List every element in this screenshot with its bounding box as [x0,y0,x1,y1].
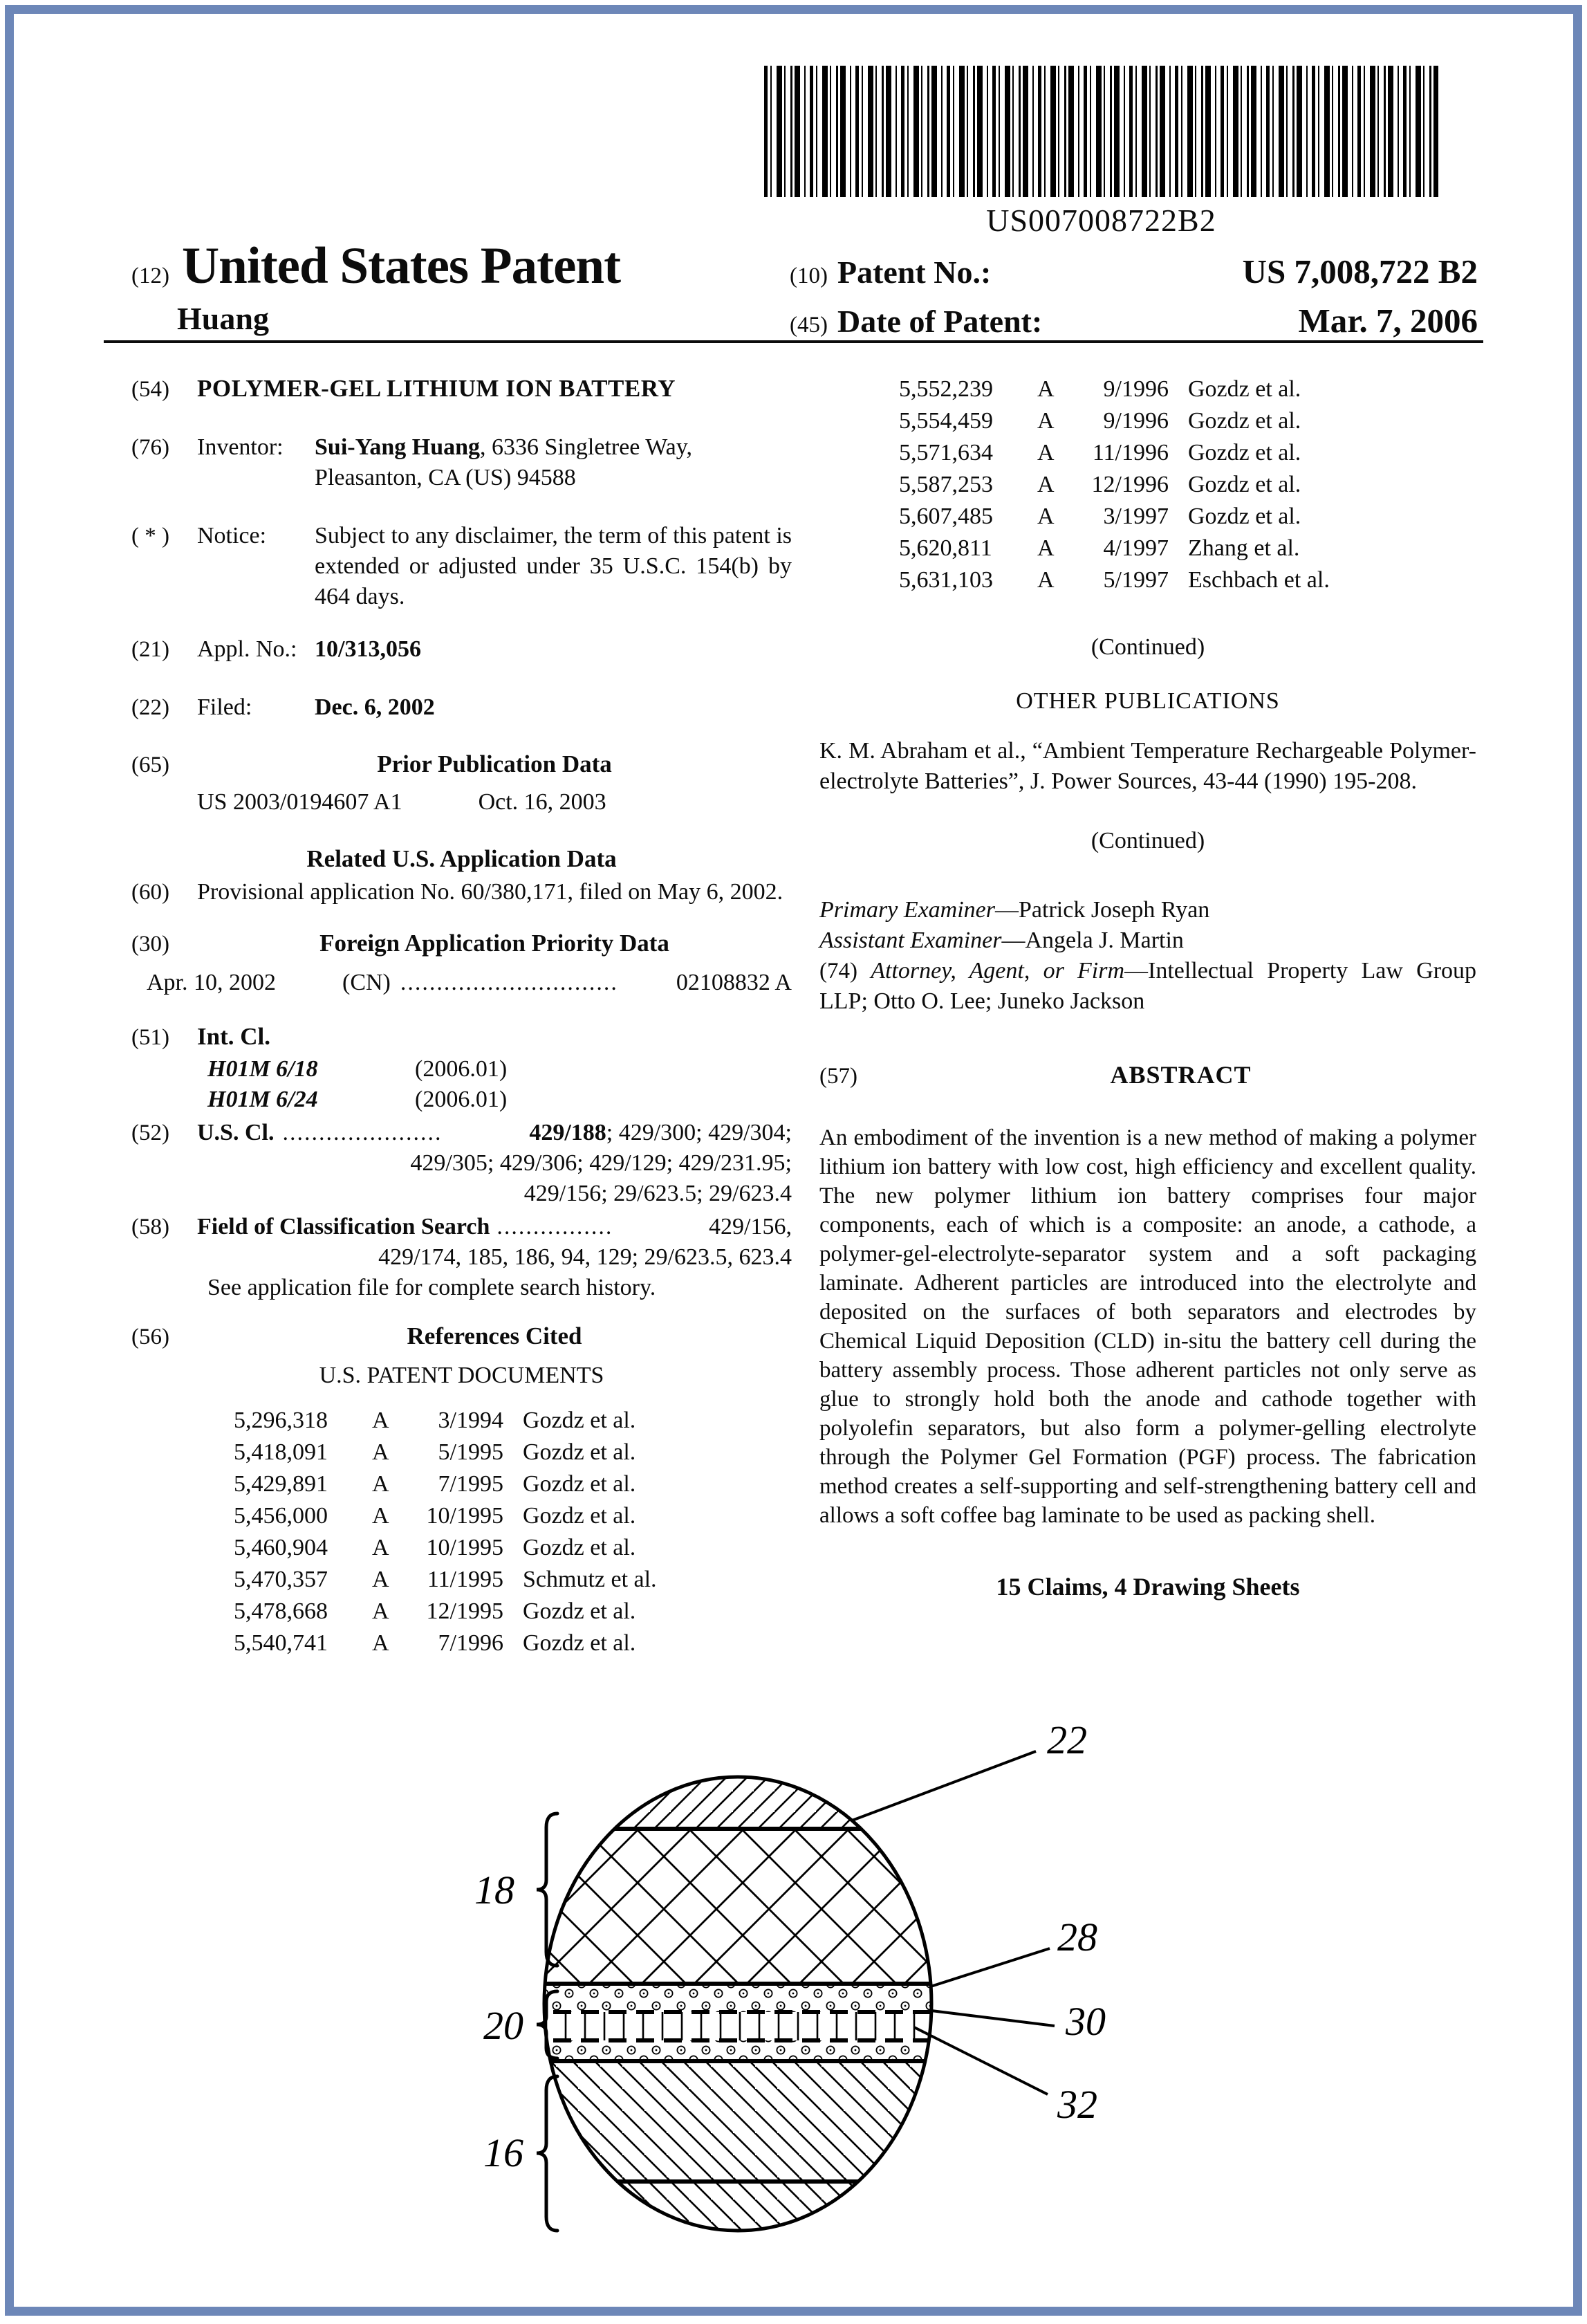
prior-pub-heading: Prior Publication Data [377,750,612,777]
related-data-heading: Related U.S. Application Data [306,845,617,872]
us-cl-line-1 [131,1118,792,1148]
assistant-examiner-label: Assistant Examiner [819,928,1002,953]
leader-30 [931,2011,1055,2026]
section-56 [131,1321,792,1352]
section-56-number: (56) [131,1325,169,1349]
patent-no-value: US 7,008,722 B2 [1242,252,1478,290]
patent-row: 5,540,741 A 7/1996 Gozdz et al. [234,1630,636,1656]
us-patent-documents-heading: U.S. PATENT DOCUMENTS [319,1363,604,1388]
figure-label-22: 22 [1047,1717,1087,1762]
section-22-number: (22) [131,695,169,720]
attorney-value: —Intellectual Property Law Group LLP; Otto O. Lee; Juneko Jackson [819,958,1477,1014]
section-21-number: (21) [131,637,169,662]
right-column [819,374,1476,1602]
section-21-appl [131,634,792,665]
continued-note-1: (Continued) [1091,634,1205,660]
primary-examiner-line [819,895,1476,925]
figure-label-30: 30 [1066,1999,1106,2044]
date-value: Mar. 7, 2006 [1298,302,1478,340]
leader-22 [852,1751,1036,1820]
header [131,237,1478,350]
attorney-label: Attorney, Agent, or Firm [871,958,1125,984]
int-cl-entry [207,1054,792,1085]
other-publications-heading: OTHER PUBLICATIONS [1016,688,1280,714]
patent-row: 5,554,459 A 9/1996 Gozdz et al. [899,408,1301,434]
int-cl-heading: Int. Cl. [197,1023,270,1050]
page-title: United States Patent [181,237,621,295]
references-table-right [899,374,1476,596]
upper-particle-layer [526,1984,954,2012]
patent-row: 5,470,357 A 11/1995 Schmutz et al. [234,1567,657,1592]
section-76-inventor [131,432,792,493]
section-57-number: (57) [819,1064,857,1089]
references-table-left [234,1405,792,1659]
us-cl-secondary: ; 429/300; 429/304; [606,1120,792,1145]
filed-value: Dec. 6, 2002 [315,694,435,720]
primary-examiner-name: —Patrick Joseph Ryan [995,897,1210,923]
section-51-number: (51) [131,1025,169,1050]
lower-particle-layer [526,2040,954,2061]
top-cap-layer [526,1774,954,1830]
field-search-line-1 [131,1212,792,1242]
leader-32 [914,2027,1048,2094]
patent-row: 5,429,891 A 7/1995 Gozdz et al. [234,1471,636,1497]
header-divider [104,340,1483,343]
dot-leader: ................ [496,1214,613,1239]
us-cl-line-2: 429/305; 429/306; 429/129; 429/231.95; [410,1150,792,1176]
examiner-block [819,895,1476,1017]
dot-leader: ...................... [282,1120,443,1145]
inventor-surname: Huang [177,301,269,336]
claims-drawing-sheets-line: 15 Claims, 4 Drawing Sheets [996,1573,1300,1601]
assistant-examiner-name: —Angela J. Martin [1001,928,1184,953]
foreign-country: (CN) [342,970,391,995]
us-cl-label: U.S. Cl. [197,1120,275,1145]
anode-crosshatch-layer [526,1830,954,1984]
section-74-number: (74) [819,959,857,984]
section-54-number: (54) [131,377,169,402]
patent-row: 5,631,103 A 5/1997 Eschbach et al. [899,567,1330,593]
patent-row: 5,460,904 A 10/1995 Gozdz et al. [234,1535,636,1560]
see-history-note: See application file for complete search history. [207,1275,656,1300]
section-22-filed [131,692,792,723]
section-60-number: (60) [131,880,169,905]
header-left [131,237,790,337]
filed-label: Filed: [197,694,252,720]
int-cl-year: (2006.01) [415,1087,508,1112]
provisional-text: Provisional application No. 60/380,171, filed on May 6, 2002. [197,879,783,905]
section-30 [131,928,792,959]
section-65 [131,749,792,780]
section-58 [131,1212,792,1303]
section-51 [131,1022,792,1053]
attorney-line [819,956,1476,1017]
field-search-value: 429/156, [709,1214,792,1239]
prior-pub-row [197,787,792,818]
appl-no-value: 10/313,056 [315,636,421,662]
separator-layer [526,2012,954,2040]
patent-row: 5,478,668 A 12/1995 Gozdz et al. [234,1598,636,1624]
appl-no-label: Appl. No.: [197,636,297,662]
patent-row: 5,607,485 A 3/1997 Gozdz et al. [899,504,1301,529]
section-65-number: (65) [131,753,169,777]
patent-row: 5,456,000 A 10/1995 Gozdz et al. [234,1503,636,1529]
field-search-content [197,1212,792,1242]
inventor-address-2: Pleasanton, CA (US) 94588 [315,465,576,490]
inventor-text [315,432,792,493]
left-column [131,374,792,1659]
cathode-hatch-layer [526,2061,954,2182]
kind-code-number: (12) [131,264,169,288]
us-cl-line-3: 429/156; 29/623.5; 29/623.4 [523,1181,792,1206]
inventor-address-1: , 6336 Singletree Way, [480,434,693,460]
abstract-text: An embodiment of the invention is a new method of making a polymer lithium ion battery with low cost, high efficiency and excellent quality. The new polymer lithium ion battery comprises four major components, each of which is a composite: an anode, a cathode, a polymer-gel-electrolyte-separator system and a soft packaging laminate. Adherent particles are introduced into the electrolyte and deposited on the surfaces of both separators and electrodes by Chemical Liquid Deposition (CLD) in-situ the battery cell during the battery assembly process. Those adherent particles not only serve as glue to strongly hold both the anode and cathode together with polyolefin separators, but also form a polymer-gelling electrolyte through the Polymer Gel Formation (PGF) process. The fabrication method creates a self-supporting and self-strengthening battery cell and allows a soft coffee bag laminate to be used as packing shell. [819,1125,1476,1528]
patent-row: 5,418,091 A 5/1995 Gozdz et al. [234,1439,636,1465]
figure-label-16: 16 [483,2130,523,2175]
section-52 [131,1118,792,1209]
section-notice [131,521,792,612]
section-30-number: (30) [131,932,169,957]
prior-pub-date: Oct. 16, 2003 [478,789,606,815]
section-52-number: (52) [131,1120,169,1145]
barcode-number: US007008722B2 [986,203,1216,238]
date-label: Date of Patent: [837,304,1043,339]
abstract-heading-row [819,1060,1476,1091]
barcode [764,66,1438,197]
invention-title: POLYMER-GEL LITHIUM ION BATTERY [197,375,676,402]
foreign-date: Apr. 10, 2002 [147,970,276,995]
notice-text: Subject to any disclaimer, the term of this patent is extended or adjusted under 35 U.S.C. 154(b) by 464 days. [315,523,792,609]
references-heading: References Cited [407,1322,582,1349]
patent-no-label: Patent No.: [837,255,992,290]
inventor-name: Sui-Yang Huang [315,434,481,460]
leader-28 [931,1948,1050,1986]
figure-label-28: 28 [1057,1915,1097,1959]
field-search-line-2: 429/174, 185, 186, 94, 129; 29/623.5, 623.4 [378,1244,792,1270]
dot-leader: .............................. [400,970,618,995]
patent-no-paren: (10) [790,264,828,288]
foreign-priority-row [147,968,792,998]
notice-label: Notice: [197,523,267,548]
int-cl-code: H01M 6/18 [207,1056,318,1082]
date-paren: (45) [790,313,828,338]
int-cl-year: (2006.01) [415,1056,508,1082]
brace-16 [537,2076,557,2231]
us-cl-content [197,1118,792,1148]
notice-asterisk: ( * ) [131,524,169,548]
battery-cross-section-figure [401,1646,1203,2324]
primary-examiner-label: Primary Examiner [819,897,996,923]
other-publication-citation: K. M. Abraham et al., “Ambient Temperature Rechargeable Polymer-electrolyte Batteries”, J. Power Sources, 43-44 (1990) 195-208. [819,738,1476,794]
foreign-priority-heading: Foreign Application Priority Data [319,930,669,957]
layer-stack [526,1774,954,2233]
patent-row: 5,552,239 A 9/1996 Gozdz et al. [899,376,1301,402]
us-cl-primary: 429/188 [529,1120,606,1145]
int-cl-entry [207,1085,792,1115]
section-54-title [131,374,792,405]
section-60 [131,877,792,907]
abstract-heading: ABSTRACT [1110,1061,1252,1089]
continued-note-2: (Continued) [1091,828,1205,854]
patent-row: 5,296,318 A 3/1994 Gozdz et al. [234,1408,636,1433]
figure-label-20: 20 [483,2003,523,2048]
prior-pub-number: US 2003/0194607 A1 [197,789,402,815]
section-58-number: (58) [131,1215,169,1239]
foreign-number: 02108832 A [676,970,792,995]
patent-row: 5,571,634 A 11/1996 Gozdz et al. [899,440,1301,465]
inventor-label: Inventor: [197,434,284,460]
section-76-number: (76) [131,435,169,460]
patent-row: 5,587,253 A 12/1996 Gozdz et al. [899,472,1301,497]
field-search-label: Field of Classification Search [197,1214,490,1239]
int-cl-entries [131,1054,792,1115]
assistant-examiner-line [819,925,1476,956]
header-right [790,252,1478,350]
patent-row: 5,620,811 A 4/1997 Zhang et al. [899,535,1300,561]
int-cl-code: H01M 6/24 [207,1087,318,1112]
bottom-cap-layer [526,2182,954,2233]
figure-label-32: 32 [1057,2082,1097,2127]
figure-label-18: 18 [474,1868,514,1912]
